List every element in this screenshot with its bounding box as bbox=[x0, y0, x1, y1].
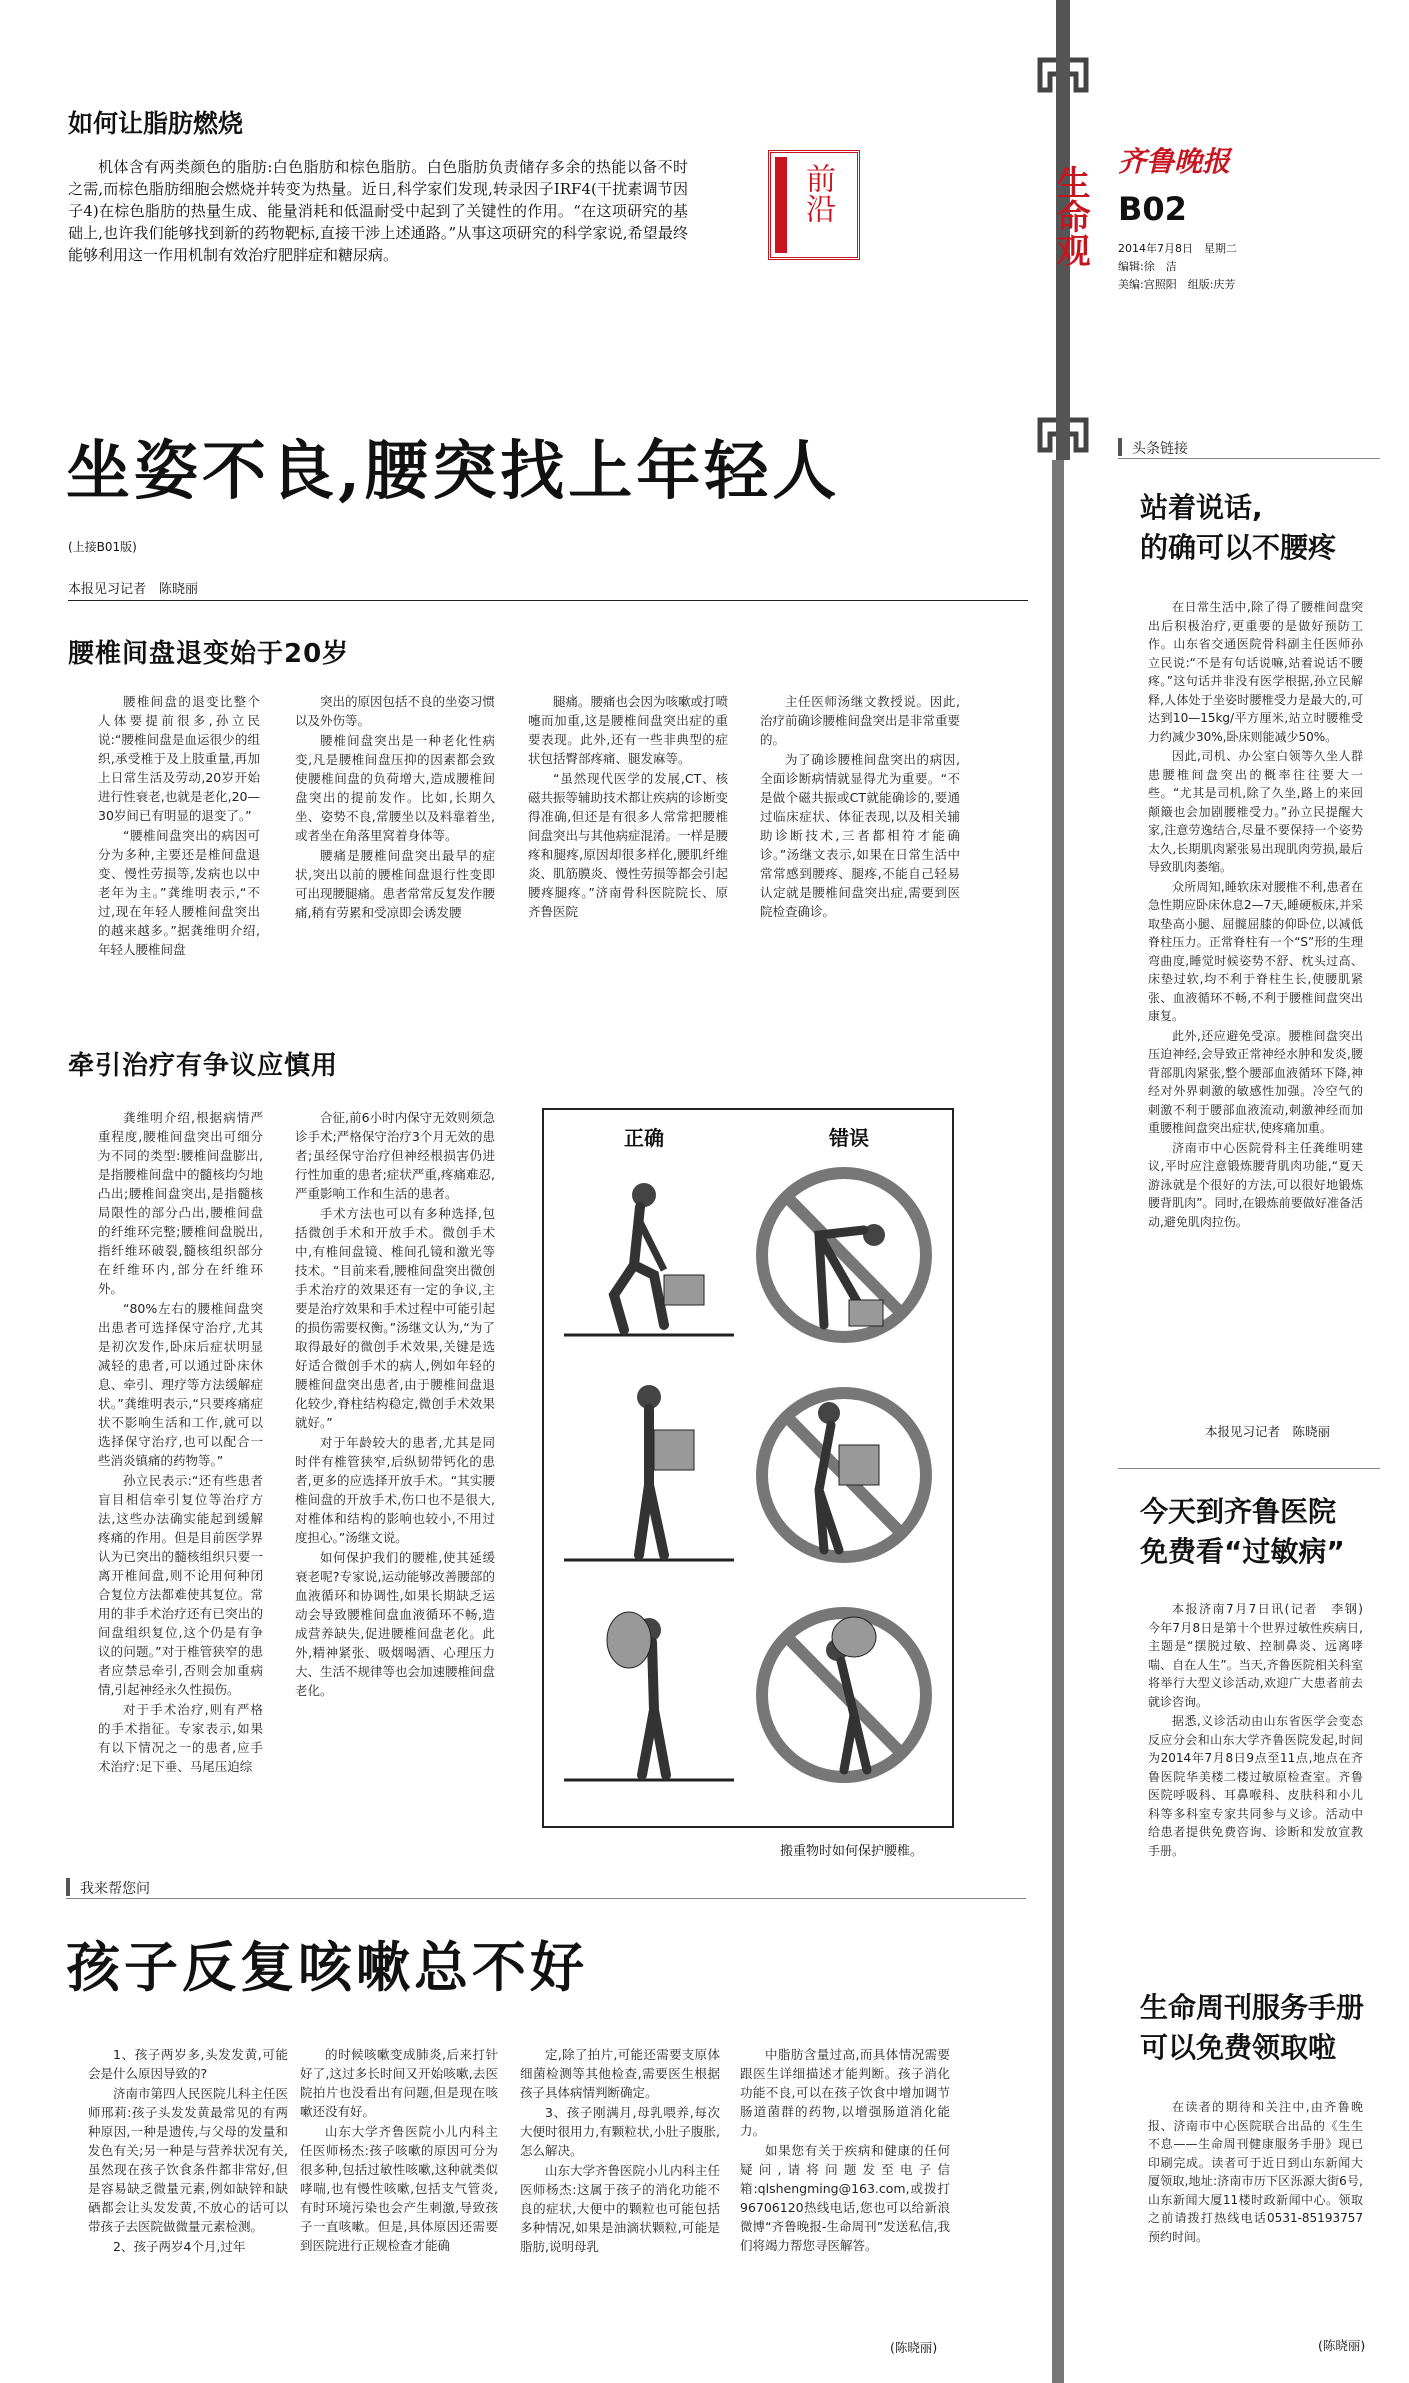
section-tag-bar-left bbox=[775, 157, 787, 253]
qa-col-2-text: 的时候咳嗽变成肺炎,后来打针好了,这过多长时间又开始咳嗽,去医院拍片也没看出有问题,但是现在咳嗽还没有好。 山东大学齐鲁医院小儿内科主任医师杨杰:孩子咳嗽的原因可分为很多种,包括过敏性咳嗽,这种就类似哮喘,也有慢性咳嗽,包括支气管炎,有时环境污染也会产生刺激,导致孩子一直咳嗽。但是,具体原因还需要到医院进行正规检查才能确 bbox=[300, 2047, 498, 2253]
main-col-2 bbox=[295, 692, 495, 1052]
figure-caption: 搬重物时如何保护腰椎。 bbox=[780, 1844, 924, 1859]
figure-wrong-back-carry bbox=[749, 1595, 939, 1795]
subhead-2: 牵引治疗有争议应慎用 bbox=[68, 1051, 339, 1081]
paper-name: 齐鲁晚报 bbox=[1118, 145, 1231, 178]
editor-credit: 编辑:徐 洁 bbox=[1118, 260, 1177, 273]
sidebar-tag-rule bbox=[1118, 458, 1380, 459]
issue-date: 2014年7月8日 星期二 bbox=[1118, 242, 1237, 255]
main-col-4-text: 主任医师汤继文教授说。因此,治疗前确诊腰椎间盘突出是非常重要的。 为了确诊腰椎间盘突出的病因,全面诊断病情就显得尤为重要。“不是做个磁共振或CT就能确诊的,要通过临床症状、体征表现,以及相关辅助诊断技术,三者都相符才能确诊。”汤继文表示,如果在日常生活中常常感到腰疼、腿疼,不能自己轻易认定就是腰椎间盘突出症,需要到医院检查确诊。 bbox=[760, 694, 961, 919]
page-right-band bbox=[1052, 460, 1064, 2383]
posture-figure bbox=[542, 1108, 954, 1828]
main-col-3 bbox=[528, 692, 728, 1052]
sidebar2-title-line2: 免费看“过敏病” bbox=[1140, 1535, 1345, 1568]
sidebar1-body-text: 在日常生活中,除了得了腰椎间盘突出后积极治疗,更重要的是做好预防工作。山东省交通医院骨科副主任医师孙立民说:“不是有句话说嘛,站着说话不腰疼。”这句话并非没有医学根据,孙立民解释,人体处于坐姿时腰椎受力是最大的,可达到10—15kg/平方厘米,站立时腰椎受力约减少30%,卧床则能减少50%。 因此,司机、办公室白领等久坐人群患腰椎间盘突出的概率往往要大一些。“尤其是司机,除了久坐,路上的来回颠簸也会加剧腰椎受力。”孙立民提醒大家,注意劳逸结合,尽量不要保持一个姿势太久,长期肌肉紧张易出现肌肉劳损,最后导致肌肉萎缩。 众所周知,睡软床对腰椎不利,患者在急性期应卧床休息2—7天,睡硬板床,并采取垫高小腿、屈髋屈膝的仰卧位,以减低脊柱压力。正常脊柱有一个“S”形的生理弯曲度,睡觉时候姿势不舒、枕头过高、床垫过软,均不利于脊柱生长,使腰肌紧张、血液循环不畅,不利于腰椎间盘突出康复。 此外,还应避免受凉。腰椎间盘突出压迫神经,会导致正常神经水肿和发炎,腰背部肌肉紧张,整个腰部血液循环下降,神经对外界刺激的敏感性加强。冷空气的刺激不利于腰部血液流动,刺激神经而加重腰椎间盘突出症状,使疼痛加重。 济南市中心医院骨科主任龚维明建议,平时应注意锻炼腰背肌肉功能,“夏天游泳就是个很好的方法,可以很好地锻炼腰背肌肉”。同时,在锻炼前要做好准备活动,避免肌肉拉伤。 bbox=[1148, 600, 1363, 1229]
sidebar1-end-rule bbox=[1118, 1468, 1380, 1469]
sidebar1-byline: 本报见习记者 陈晓丽 bbox=[1205, 1424, 1331, 1439]
main-col-4 bbox=[760, 692, 960, 1052]
figure-label-correct: 正确 bbox=[624, 1126, 664, 1150]
sidebar2-title-line1: 今天到齐鲁医院 bbox=[1140, 1495, 1337, 1528]
qa-col-4 bbox=[740, 2045, 950, 2335]
qa-col-4-text: 中脂肪含量过高,而具体情况需要跟医生详细描述才能判断。孩子消化功能不良,可以在孩子饮食中增加调节肠道菌群的药物,以增强肠道消化能力。 如果您有关于疾病和健康的任何疑问,请将问题发至电子信箱:qlshengming@163.com,或拨打96706120热线电话,您也可以给新浪微博“齐鲁晚报-生命周刊”发送私信,我们将竭力帮您寻医解答。 bbox=[740, 2047, 950, 2253]
main-col-3-text: 腿痛。腰痛也会因为咳嗽或打喷嚏而加重,这是腰椎间盘突出症的重要表现。此外,还有一些非典型的症状包括臀部疼痛、腿发麻等。 “虽然现代医学的发展,CT、核磁共振等辅助技术都让疾病的诊断变得准确,但还是有很多人常常把腰椎间盘突出与其他病症混淆。一样是腰疼和腿疼,原因却很多样化,腰肌纤维炎、肌筋膜炎、慢性劳损等都会引起腰疼腿疼。”济南骨科医院院长、原齐鲁医院 bbox=[528, 694, 729, 919]
sidebar3-byline: (陈晓丽) bbox=[1318, 2338, 1366, 2353]
continued-note: (上接B01版) bbox=[68, 540, 137, 554]
main-col-6-text: 合征,前6小时内保守无效则须急诊手术;严格保守治疗3个月无效的患者;虽经保守治疗但神经根损害仍进行性加重的患者;症状严重,疼痛难忍,严重影响工作和生活的患者。 手术方法也可以有多种选择,包括微创手术和开放手术。微创手术中,有椎间盘镜、椎间孔镜和激光等技术。“目前来看,腰椎间盘突出微创手术治疗的效果还有一定的争议,主要是治疗效果和手术过程中可能引起的损伤需要权衡。”汤继文认为,“为了取得最好的微创手术效果,关键是选好适合微创手术的病人,例如年轻的腰椎间盘突出患者,由于腰椎间盘退化较少,脊柱结构稳定,微创手术效果就好。” 对于年龄较大的患者,尤其是同时伴有椎管狭窄,后纵韧带钙化的患者,更多的应选择开放手术。“其实腰椎间盘的开放手术,伤口也不是很大,对椎体和结构的影响也较小,不用过度担心。”汤继文说。 如何保护我们的腰椎,使其延缓衰老呢?专家说,运动能够改善腰部的血液循环和协调性,如果长期缺乏运动会导致腰椎间盘血液循环不畅,造成营养缺失,促进腰椎间盘老化。此外,精神紧张、吸烟喝酒、心理压力大、生活不规律等也会加速腰椎间盘老化。 bbox=[295, 1110, 496, 1698]
sidebar1-title-line1: 站着说话, bbox=[1140, 491, 1263, 524]
sidebar1-body bbox=[1148, 598, 1363, 1398]
qa-col-1 bbox=[88, 2045, 288, 2355]
brief-body bbox=[68, 156, 688, 266]
sidebar2-body bbox=[1148, 1600, 1376, 1930]
sidebar-tag-bar bbox=[1118, 438, 1122, 456]
main-col-5-text: 龚维明介绍,根据病情严重程度,腰椎间盘突出可细分为不同的类型:腰椎间盘膨出,是指腰椎间盘中的髓核均匀地凸出;腰椎间盘突出,是指髓核局限性的部分凸出,腰椎间盘的纤维环完整;腰椎间盘脱出,指纤维环破裂,髓核组织部分在纤维环内,部分在纤维环外。 “80%左右的腰椎间盘突出患者可选择保守治疗,尤其是初次发作,卧床后症状明显减轻的患者,可以通过卧床休息、牵引、理疗等方法缓解症状。”龚维明表示,“只要疼痛症状不影响生活和工作,就可以选择保守治疗,也可以配合一些消炎镇痛的药物等。” 孙立民表示:“还有些患者盲目相信牵引复位等治疗方法,这些办法确实能起到缓解疼痛的作用。但是目前医学界认为已突出的髓核组织只要一离开椎间盘,则不论用何种闭合复位方法都难使其复位。常用的非手术治疗还有已突出的间盘组织复位,这个仍是有争议的问题。”对于椎管狭窄的患者应禁忌牵引,否则会加重病情,引起神经永久性损伤。 对于手术治疗,则有严格的手术指征。专家表示,如果有以下情况之一的患者,应手术治疗:足下垂、马尾压迫综 bbox=[98, 1110, 263, 1774]
brief-body-text: 机体含有两类颜色的脂肪:白色脂肪和棕色脂肪。白色脂肪负责储存多余的热能以备不时之需,而棕色脂肪细胞会燃烧并转变为热量。近日,科学家们发现,转录因子IRF4(干扰素调节因子4)在棕色脂肪的热量生成、能量消耗和低温耐受中起到了关键性的作用。“在这项研究的基础上,也许我们能够找到新的药物靶标,直接干涉上述通路。”从事这项研究的科学家说,希望最终能够利用这一作用机制有效治疗肥胖症和糖尿病。 bbox=[68, 158, 688, 264]
designer-credit: 美编:宫照阳 组版:庆芳 bbox=[1118, 278, 1236, 291]
sidebar3-body bbox=[1148, 2098, 1363, 2333]
sidebar-tag: 头条链接 bbox=[1132, 441, 1188, 457]
figure-wrong-bend bbox=[749, 1155, 939, 1355]
sidebar3-title-line2: 可以免费领取啦 bbox=[1140, 2031, 1337, 2064]
sidebar2-title bbox=[1140, 1492, 1345, 1572]
qa-byline: (陈晓丽) bbox=[890, 2340, 938, 2355]
sidebar3-title-line1: 生命周刊服务手册 bbox=[1140, 1991, 1365, 2024]
qa-col-3 bbox=[520, 2045, 720, 2355]
qa-tag: 我来帮您问 bbox=[80, 1881, 150, 1897]
section-tag-box bbox=[768, 150, 860, 260]
byline-rule bbox=[68, 600, 1028, 601]
section-vertical-title: 生命观 bbox=[1050, 165, 1090, 267]
qa-tag-rule bbox=[66, 1898, 1026, 1899]
main-col-1-text: 腰椎间盘的退变比整个人体要提前很多,孙立民说:“腰椎间盘是血运很少的组织,承受椎于及上肢重量,再加上日常生活及劳动,20岁开始进行性衰老,也就是老化,20—30岁间已有明显的退变了。” “腰椎间盘突出的病因可分为多种,主要还是椎间盘退变、慢性劳损等,发病也以中老年为主。”龚维明表示,“不过,现在年轻人腰椎间盘突出的越来越多。”据龚维明介绍,年轻人腰椎间盘 bbox=[98, 694, 260, 957]
main-col-6 bbox=[295, 1108, 495, 1868]
qa-headline: 孩子反复咳嗽总不好 bbox=[66, 1935, 588, 1999]
main-col-2-text: 突出的原因包括不良的坐姿习惯以及外伤等。 腰椎间盘突出是一种老化性病变,凡是腰椎间盘压抑的因素都会致使腰椎间盘的负荷增大,造成腰椎间盘突出的提前发作。比如,长期久坐、姿势不良,常腰坐以及料靠着坐,或者坐在角落里窝着身体等。 腰痛是腰椎间盘突出最早的症状,突出以前的腰椎间盘退行性变即可出现腰腿痛。患者常常反复发作腰痛,稍有劳累和受凉即会诱发腰 bbox=[295, 694, 496, 920]
main-headline: 坐姿不良,腰突找上年轻人 bbox=[66, 434, 841, 509]
section-tag-text: 前沿 bbox=[800, 163, 835, 223]
sidebar3-title bbox=[1140, 1988, 1364, 2068]
sidebar3-body-text: 在读者的期待和关注中,由齐鲁晚报、济南市中心医院联合出品的《生生不息——生命周刊健康服务手册》现已印刷完成。读者可于近日到山东新闻大厦领取,地址:济南市历下区泺源大街6号,山东新闻大厦11楼时政新闻中心。领取之前请拨打热线电话0531-85193757预约时间。 bbox=[1148, 2100, 1363, 2244]
subhead-1: 腰椎间盘退变始于20岁 bbox=[68, 639, 350, 669]
page-number: B02 bbox=[1118, 190, 1187, 228]
figure-correct-squat bbox=[554, 1155, 744, 1355]
figure-label-wrong: 错误 bbox=[829, 1126, 869, 1150]
main-col-1 bbox=[98, 692, 260, 1052]
qa-col-2 bbox=[300, 2045, 498, 2355]
qa-tag-bar bbox=[66, 1878, 70, 1896]
brief-title: 如何让脂肪燃烧 bbox=[68, 109, 244, 138]
figure-wrong-lean bbox=[749, 1375, 939, 1575]
main-byline: 本报见习记者 陈晓丽 bbox=[68, 582, 199, 597]
qa-col-3-text: 定,除了拍片,可能还需要支原体细菌检测等其他检查,需要医生根据孩子具体病情判断确定。 3、孩子刚满月,母乳喂养,每次大便时很用力,有颗粒状,小肚子腹胀,怎么解决。 山东大学齐鲁医院小儿内科主任医师杨杰:这属于孩子的消化功能不良的症状,大便中的颗粒也可能包括多种情况,如果是油滴状颗粒,可能是脂肪,说明母乳 bbox=[520, 2047, 721, 2254]
sidebar1-title-line2: 的确可以不腰疼 bbox=[1140, 531, 1337, 564]
qa-col-1-text: 1、孩子两岁多,头发发黄,可能会是什么原因导致的? 济南市第四人民医院儿科主任医师邢莉:孩子头发发黄最常见的有两种原因,一种是遗传,与父母的发量和发色有关;另一种是与营养状况有关,虽然现在孩子饮食条件都非常好,但是容易缺乏微量元素,例如缺锌和缺硒都会让头发发黄,不放心的话可以带孩子去医院做微量元素检测。 2、孩子两岁4个月,过年 bbox=[88, 2047, 289, 2254]
sidebar1-title bbox=[1140, 488, 1336, 568]
sidebar2-body-text: 本报济南7月7日讯(记者 李钢) 今年7月8日是第十个世界过敏性疾病日,主题是“摆脱过敏、控制鼻炎、远离哮喘、自在人生”。当天,齐鲁医院相关科室将举行大型义诊活动,欢迎广大患者前去就诊咨询。 据悉,义诊活动由山东省医学会变态反应分会和山东大学齐鲁医院发起,时间为2014年7月8日9点至11点,地点在齐鲁医院华美楼二楼过敏原检查室。齐鲁医院呼吸科、耳鼻喉科、皮肤科和小儿科等多科室专家共同参与义诊。活动中给患者提供免费咨询、诊断和发放宣教手册。 bbox=[1148, 1602, 1376, 1858]
figure-correct-back-carry bbox=[554, 1595, 744, 1795]
main-col-5 bbox=[98, 1108, 263, 1868]
figure-correct-carry bbox=[554, 1375, 744, 1575]
